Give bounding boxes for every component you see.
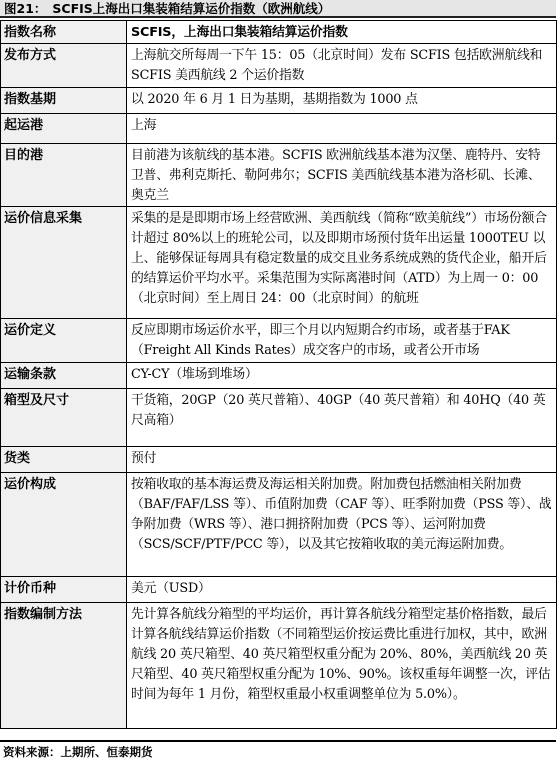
- row-key: 货类: [1, 447, 127, 473]
- row-key: 运价构成: [1, 473, 127, 577]
- row-key: 发布方式: [1, 44, 127, 88]
- table-row: [1, 114, 557, 144]
- row-value: 美元（USD）: [127, 577, 557, 603]
- table-row: [1, 447, 557, 473]
- figure-title: [0, 0, 556, 18]
- row-key: 运输条款: [1, 363, 127, 389]
- row-value: 目前港为该航线的基本港。SCFIS 欧洲航线基本港为汉堡、鹿特丹、安特卫普、弗利克斯托、勒阿弗尔；SCFIS 美西航线基本港为洛杉矶、长滩、奥克兰: [127, 144, 557, 207]
- table-row: [1, 21, 557, 44]
- table-row: [1, 389, 557, 447]
- row-value: 预付: [127, 447, 557, 473]
- row-value: 干货箱，20GP（20 英尺普箱）、40GP（40 英尺普箱）和 40HQ（40 英尺高箱）: [127, 389, 557, 447]
- row-value: 先计算各航线分箱型的平均运价，再计算各航线分箱型定基价格指数，最后计算各航线结算运价指数（不同箱型运价按运费比重进行加权，其中，欧洲航线 20 英尺箱型、40 英尺箱型权重分配为 20%、80%，美西航线 20 英尺箱型、40 英尺箱型权重分配为 10%、90%。该权重每年调整一次，评估时间为每年 1 月份，箱型权重最小权重调整单位为 5.0%）。: [127, 603, 557, 729]
- row-value: 上海: [127, 114, 557, 144]
- row-value: 采集的是是即期市场上经营欧洲、美西航线（简称“欧美航线”）市场份额合计超过 80%以上的班轮公司，以及即期市场预付货年出运量 1000TEU 以上、能够保证每周具有稳定数量的成交且业务系统成熟的货代企业，船开后的结算运价平均水平。采集范围为实际离港时间（ATD）为上周一 0：00（北京时间）至上周日 24：00（北京时间）的航班: [127, 207, 557, 319]
- table-row: [1, 144, 557, 207]
- row-value: 以 2020 年 6 月 1 日为基期，基期指数为 1000 点: [127, 88, 557, 114]
- table-row: [1, 207, 557, 319]
- source-note: 资料来源：上期所、恒泰期货: [0, 740, 556, 760]
- row-key: 运价定义: [1, 319, 127, 363]
- spec-table: [0, 20, 557, 729]
- row-key: 指数名称: [1, 21, 127, 44]
- row-key: 起运港: [1, 114, 127, 144]
- row-key: 指数基期: [1, 88, 127, 114]
- row-value: CY-CY（堆场到堆场）: [127, 363, 557, 389]
- table-row: [1, 88, 557, 114]
- row-key: 计价币种: [1, 577, 127, 603]
- table-row: [1, 319, 557, 363]
- row-key: 箱型及尺寸: [1, 389, 127, 447]
- row-value: SCFIS，上海出口集装箱结算运价指数: [127, 21, 557, 44]
- figure-number: 图21：: [4, 1, 47, 16]
- row-key: 指数编制方法: [1, 603, 127, 729]
- table-row: [1, 363, 557, 389]
- table-row: [1, 473, 557, 577]
- row-value: 反应即期市场运价水平，即三个月以内短期合约市场，或者基于FAK（Freight All Kinds Rates）成交客户的市场，或者公开市场: [127, 319, 557, 363]
- table-row: [1, 577, 557, 603]
- table-row: [1, 603, 557, 729]
- figure-title-text: SCFIS上海出口集装箱结算运价指数（欧洲航线）: [52, 1, 331, 16]
- row-value: 按箱收取的基本海运费及海运相关附加费。附加费包括燃油相关附加费（BAF/FAF/LSS 等）、币值附加费（CAF 等）、旺季附加费（PSS 等）、战争附加费（WRS 等）、港口拥挤附加费（PCS 等）、运河附加费（SCS/SCF/PTF/PCC 等），以及其它按箱收取的美元海运附加费。: [127, 473, 557, 577]
- table-row: [1, 44, 557, 88]
- row-key: 运价信息采集: [1, 207, 127, 319]
- row-value: 上海航交所每周一下午 15：05（北京时间）发布 SCFIS 包括欧洲航线和 SCFIS 美西航线 2 个运价指数: [127, 44, 557, 88]
- row-key: 目的港: [1, 144, 127, 207]
